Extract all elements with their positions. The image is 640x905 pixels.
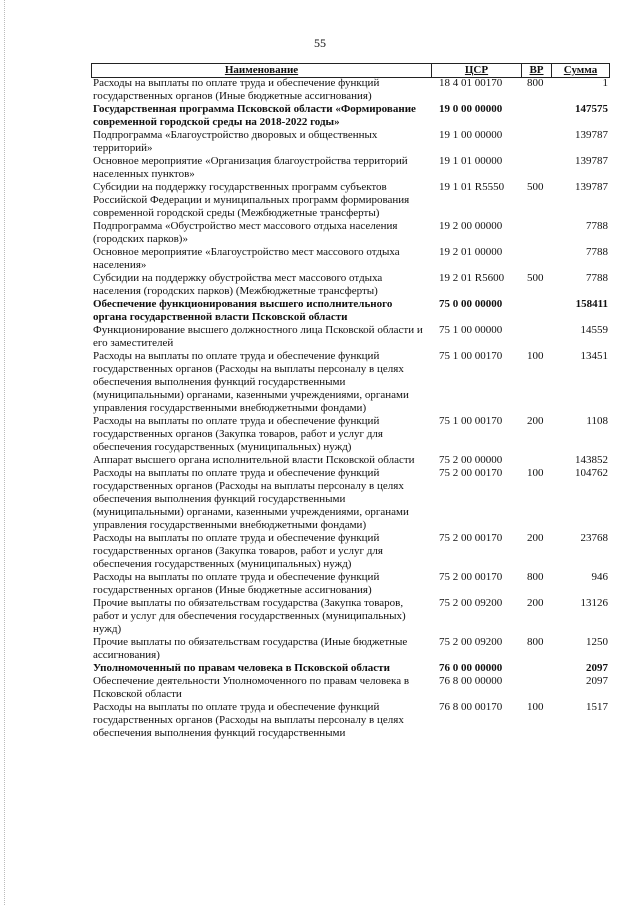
row-sum: 13126 xyxy=(580,597,608,609)
row-csr: 75 2 00 00000 xyxy=(439,454,503,466)
row-csr: 19 2 01 00000 xyxy=(439,246,503,258)
row-csr: 75 1 00 00170 xyxy=(439,350,503,362)
table-row xyxy=(91,415,609,454)
row-sum: 139787 xyxy=(575,129,608,141)
row-name: Функционирование высшего должностного лица Псковской области и его заместителей xyxy=(93,324,423,349)
row-sum: 946 xyxy=(591,571,608,583)
row-sum: 1250 xyxy=(586,636,608,648)
row-csr: 76 8 00 00170 xyxy=(439,701,503,713)
row-csr: 75 2 00 09200 xyxy=(439,597,503,609)
row-csr: 75 2 00 00170 xyxy=(439,532,503,544)
table-row xyxy=(91,675,609,701)
row-name: Основное мероприятие «Благоустройство мест массового отдыха населения» xyxy=(93,246,400,271)
row-vr: 200 xyxy=(527,532,544,544)
row-name: Расходы на выплаты по оплате труда и обеспечение функций государственных органов (Расходы на выплаты персоналу в целях обеспечения выполнения функций государственными xyxy=(93,701,404,739)
row-vr: 200 xyxy=(527,415,544,427)
row-sum: 7788 xyxy=(586,272,608,284)
row-vr: 500 xyxy=(527,272,544,284)
row-vr: 100 xyxy=(527,701,544,713)
page-edge-line xyxy=(4,0,6,905)
row-name: Подпрограмма «Благоустройство дворовых и общественных территорий» xyxy=(93,129,378,154)
row-name: Расходы на выплаты по оплате труда и обеспечение функций государственных органов (Расходы на выплаты персоналу в целях обеспечения выполнения функций государственными (муниципальными) органами, казенными учреждениями, органами управления государственными внебюджетными фондами) xyxy=(93,467,409,531)
row-name: Обеспечение функционирования высшего исполнительного органа государственной власти Псковской области xyxy=(93,298,393,323)
row-csr: 19 1 01 R5550 xyxy=(439,181,505,193)
header-csr: ЦСР xyxy=(432,64,522,78)
row-csr: 18 4 01 00170 xyxy=(439,77,503,89)
row-name: Расходы на выплаты по оплате труда и обеспечение функций государственных органов (Иные бюджетные ассигнования) xyxy=(93,571,380,596)
row-name: Расходы на выплаты по оплате труда и обеспечение функций государственных органов (Расходы на выплаты персоналу в целях обеспечения выполнения функций государственными (муниципальными) органами, казенными учреждениями, органами управления государственными внебюджетными фондами) xyxy=(93,350,409,414)
table-row xyxy=(91,701,609,740)
row-name: Уполномоченный по правам человека в Псковской области xyxy=(93,662,390,674)
table-row xyxy=(91,298,609,324)
table-row xyxy=(91,246,609,272)
table-row xyxy=(91,220,609,246)
row-csr: 76 8 00 00000 xyxy=(439,675,503,687)
table-header-row xyxy=(92,64,610,78)
row-name: Расходы на выплаты по оплате труда и обеспечение функций государственных органов (Закупка товаров, работ и услуг для обеспечения государственных (муниципальных) нужд) xyxy=(93,415,383,453)
row-name: Основное мероприятие «Организация благоустройства территорий населенных пунктов» xyxy=(93,155,408,180)
row-sum: 158411 xyxy=(575,298,608,310)
row-csr: 75 2 00 00170 xyxy=(439,467,503,479)
table-row xyxy=(91,350,609,415)
row-sum: 104762 xyxy=(575,467,608,479)
row-csr: 75 0 00 00000 xyxy=(439,298,503,310)
row-csr: 19 2 00 00000 xyxy=(439,220,503,232)
row-csr: 19 1 01 00000 xyxy=(439,155,503,167)
table-row xyxy=(91,636,609,662)
row-vr xyxy=(521,220,551,246)
row-name: Расходы на выплаты по оплате труда и обеспечение функций государственных органов (Закупка товаров, работ и услуг для обеспечения государственных (муниципальных) нужд) xyxy=(93,532,383,570)
row-vr: 800 xyxy=(527,636,544,648)
row-sum: 1517 xyxy=(586,701,608,713)
row-csr: 75 2 00 09200 xyxy=(439,636,503,648)
table-row xyxy=(91,103,609,129)
table-body xyxy=(91,77,609,740)
row-vr: 100 xyxy=(527,467,544,479)
row-vr xyxy=(521,129,551,155)
row-sum: 1108 xyxy=(586,415,608,427)
row-name: Обеспечение деятельности Уполномоченного по правам человека в Псковской области xyxy=(93,675,410,700)
budget-table-header xyxy=(91,63,610,78)
table-row xyxy=(91,454,609,467)
table-body-wrap xyxy=(91,77,609,905)
row-csr: 19 0 00 00000 xyxy=(439,103,503,115)
table-row xyxy=(91,181,609,220)
row-csr: 75 1 00 00170 xyxy=(439,415,503,427)
row-name: Прочие выплаты по обязательствам государства (Закупка товаров, работ и услуг для обеспечения государственных (муниципальных) нужд) xyxy=(93,597,406,635)
row-sum: 147575 xyxy=(575,103,608,115)
row-vr xyxy=(521,324,551,350)
table-row xyxy=(91,77,609,103)
table-row xyxy=(91,272,609,298)
table-row xyxy=(91,532,609,571)
row-sum: 1 xyxy=(602,77,608,89)
table-row xyxy=(91,662,609,675)
row-name: Прочие выплаты по обязательствам государства (Иные бюджетные ассигнования) xyxy=(93,636,408,661)
row-csr: 75 1 00 00000 xyxy=(439,324,503,336)
header-sum: Сумма xyxy=(552,64,610,78)
row-name: Государственная программа Псковской области «Формирование современной городской среды на 2018-2022 годы» xyxy=(93,103,416,128)
row-csr: 76 0 00 00000 xyxy=(439,662,503,674)
table-row xyxy=(91,467,609,532)
row-csr: 19 1 00 00000 xyxy=(439,129,503,141)
row-vr: 200 xyxy=(527,597,544,609)
row-name: Субсидии на поддержку обустройства мест массового отдыха населения (городских парков) (Межбюджетные трансферты) xyxy=(93,272,383,297)
table-row xyxy=(91,571,609,597)
row-sum: 14559 xyxy=(580,324,608,336)
row-vr xyxy=(521,662,551,675)
row-csr: 19 2 01 R5600 xyxy=(439,272,505,284)
row-sum: 2097 xyxy=(586,675,608,687)
row-name: Аппарат высшего органа исполнительной власти Псковской области xyxy=(93,454,415,466)
row-name: Расходы на выплаты по оплате труда и обеспечение функций государственных органов (Иные бюджетные ассигнования) xyxy=(93,77,380,102)
row-vr xyxy=(521,246,551,272)
table-row xyxy=(91,129,609,155)
row-vr xyxy=(521,675,551,701)
row-vr: 500 xyxy=(527,181,544,193)
row-name: Субсидии на поддержку государственных программ субъектов Российской Федерации и муниципальных программ формирования современной городской среды (Межбюджетные трансферты) xyxy=(93,181,410,219)
table-row xyxy=(91,324,609,350)
header-vr: ВР xyxy=(522,64,552,78)
row-sum: 23768 xyxy=(580,532,608,544)
row-sum: 139787 xyxy=(575,181,608,193)
row-sum: 13451 xyxy=(580,350,608,362)
budget-table xyxy=(91,77,609,740)
row-vr xyxy=(521,103,551,129)
row-vr: 800 xyxy=(527,77,544,89)
row-vr xyxy=(521,298,551,324)
page-number: 55 xyxy=(314,36,326,50)
row-sum: 7788 xyxy=(586,246,608,258)
row-sum: 143852 xyxy=(575,454,608,466)
row-vr xyxy=(521,155,551,181)
header-name: Наименование xyxy=(92,64,432,78)
row-name: Подпрограмма «Обустройство мест массового отдыха населения (городских парков)» xyxy=(93,220,398,245)
table-row xyxy=(91,597,609,636)
row-sum: 2097 xyxy=(586,662,608,674)
row-vr: 100 xyxy=(527,350,544,362)
row-vr xyxy=(521,454,551,467)
table-row xyxy=(91,155,609,181)
row-sum: 7788 xyxy=(586,220,608,232)
row-sum: 139787 xyxy=(575,155,608,167)
row-vr: 800 xyxy=(527,571,544,583)
row-csr: 75 2 00 00170 xyxy=(439,571,503,583)
